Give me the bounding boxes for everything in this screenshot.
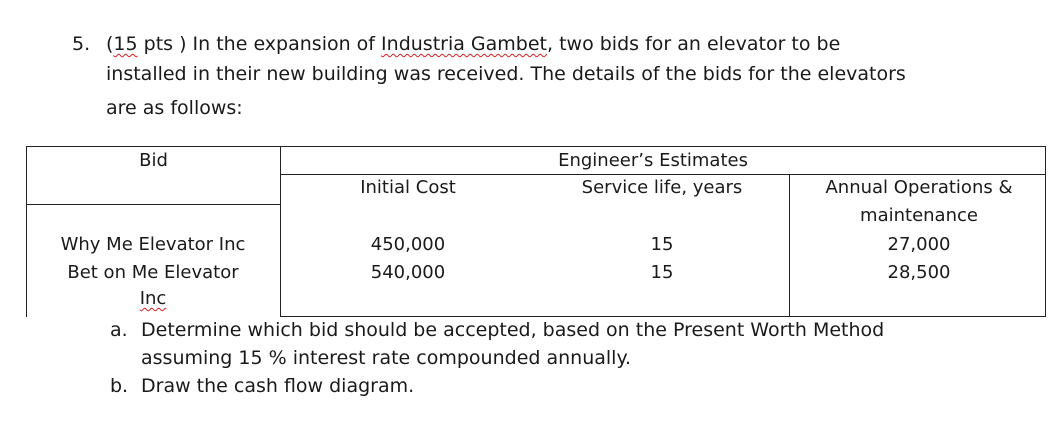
header-service-life: Service life, years xyxy=(581,177,743,198)
row1-bid-name xyxy=(26,233,280,257)
row1-annual: 27,000 xyxy=(887,234,951,255)
question-a-label: a. xyxy=(110,319,128,341)
row1-bid-name-text: Why Me Elevator Inc xyxy=(60,234,246,255)
question-a-line-1: Determine which bid should be accepted, based on the Present Worth Method xyxy=(141,319,885,341)
estimates-body xyxy=(281,175,1045,316)
question-b-label: b. xyxy=(110,375,129,397)
problem-intro-line-1 xyxy=(106,32,840,56)
row2-bid-name-line-2 xyxy=(26,287,280,311)
header-initial-cost: Initial Cost xyxy=(360,177,456,198)
row2-bid-name-line-1: Bet on Me Elevator xyxy=(67,262,239,283)
problem-number: 5. xyxy=(72,33,91,55)
header-engineers-estimates: Engineer’s Estimates xyxy=(558,150,748,171)
header-annual-line-2: maintenance xyxy=(860,205,978,226)
problem-intro-line-3: are as follows: xyxy=(106,97,243,119)
question-a-line-2: assuming 15 % interest rate compounded annually. xyxy=(141,347,632,369)
bid-column-rule xyxy=(26,204,280,205)
header-group-cell xyxy=(281,147,1046,175)
intro-post-text: , two bids for an elevator to be xyxy=(547,33,841,55)
row2-annual: 28,500 xyxy=(887,262,951,283)
row1-service-life: 15 xyxy=(650,234,674,255)
row2-initial-cost: 540,000 xyxy=(370,262,446,283)
paren-open: ( xyxy=(106,33,114,55)
estimates-body-cell xyxy=(281,175,1046,317)
row2-service-life: 15 xyxy=(650,262,674,283)
row2-bid-name-line-2-text: Inc xyxy=(139,288,167,309)
intro-mid-text: pts ) In the expansion of xyxy=(137,33,382,55)
company-name: Industria Gambet xyxy=(381,33,547,55)
points-value: 15 xyxy=(113,33,138,55)
header-bid: Bid xyxy=(139,150,168,171)
row1-initial-cost: 450,000 xyxy=(370,234,446,255)
problem-intro-line-2: installed in their new building was received. The details of the bids for the elevators xyxy=(106,63,906,85)
header-annual-line-1: Annual Operations & xyxy=(825,177,1013,198)
question-b-text: Draw the cash flow diagram. xyxy=(141,375,415,397)
